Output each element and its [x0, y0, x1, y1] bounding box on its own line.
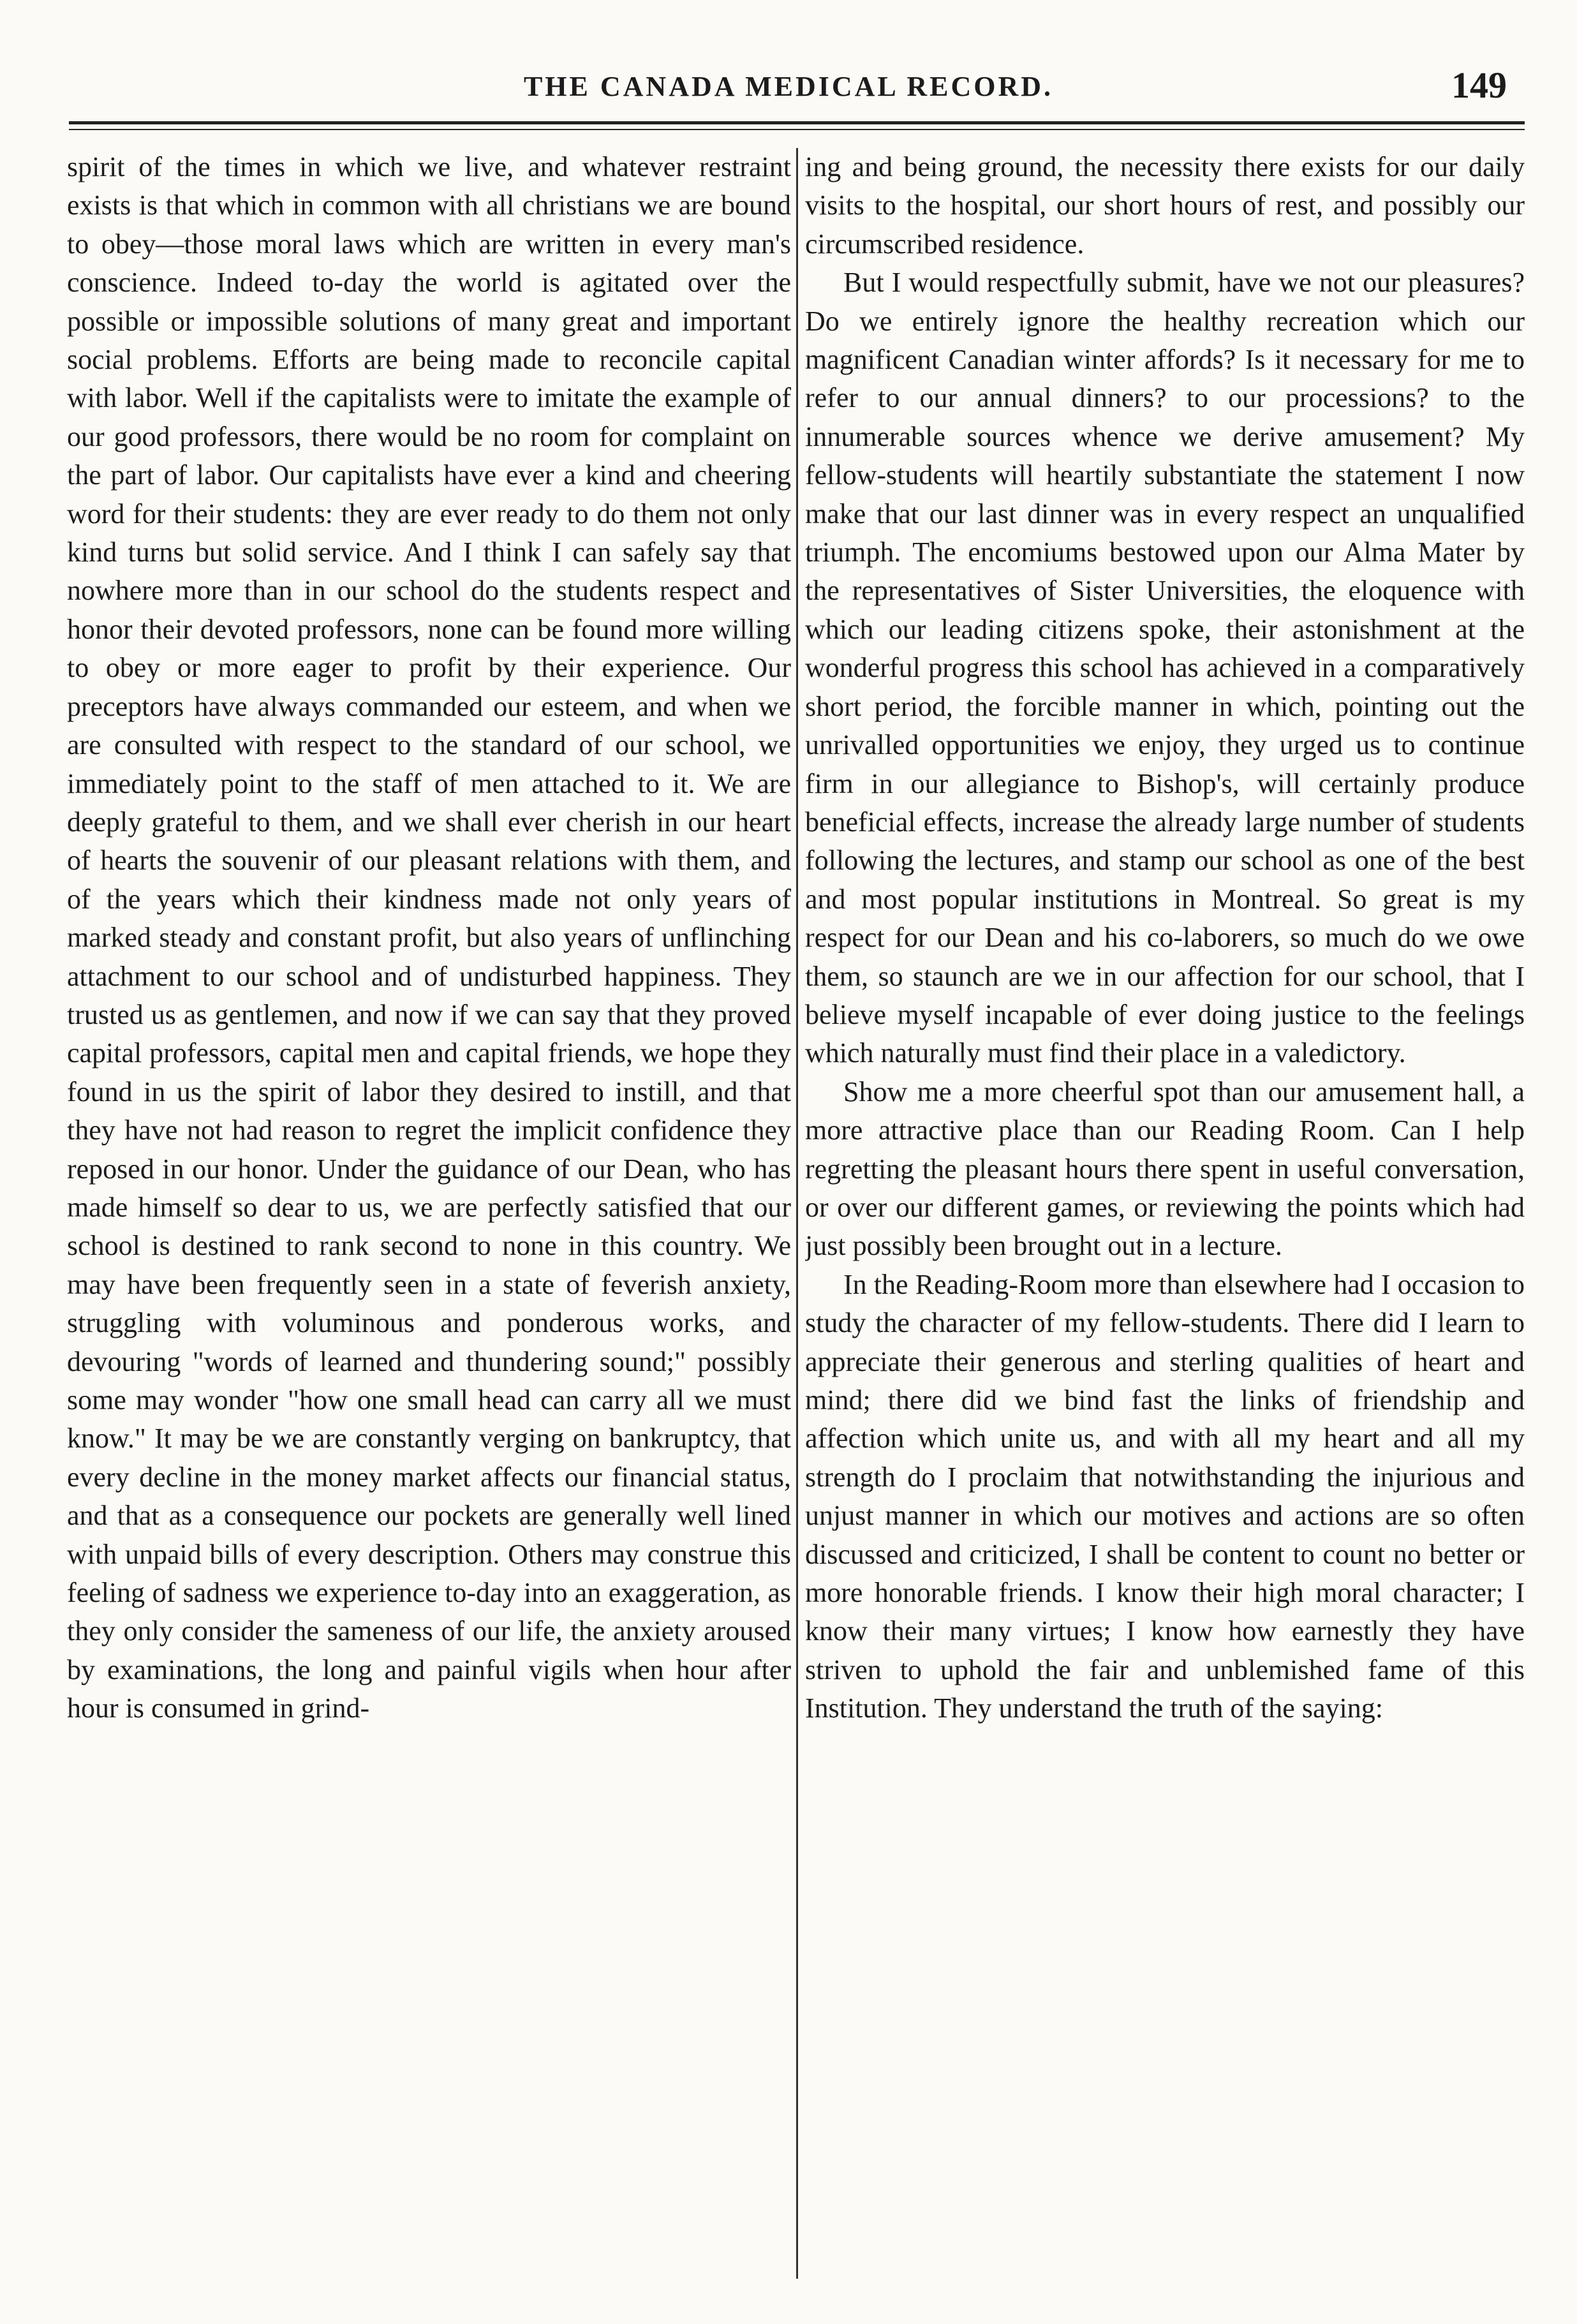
paragraph: In the Reading-Room more than elsewhere had I occasion to study the character of my fellow-students. There did I learn to appreciate their generous and sterling qualities of heart and mind; there did we bind fast the links of friendship and affection which unite us, and with all my heart and all my strength do I proclaim that notwithstanding the injurious and unjust manner in which our motives and actions are so often discussed and criticized, I shall be content to count no better or more honorable friends. I know their high moral character; I know their many virtues; I know how earnestly they have striven to uphold the fair and unblemished fame of this Institution. They understand the truth of the saying: — [805, 1268, 1525, 1724]
journal-title: THE CANADA MEDICAL RECORD. — [523, 71, 1054, 102]
paragraph: But I would respectfully submit, have we not our pleasures? Do we entirely ignore the healthy recreation which our magnificent Canadian winter affords? Is it necessary for me to refer to our annual dinners? to our processions? to the innumerable sources whence we derive amusement? My fellow-students will heartily substantiate the statement I now make that our last dinner was in every respect an unqualified triumph. The encomiums bestowed upon our Alma Mater by the representatives of Sister Universities, the eloquence with which our leading citizens spoke, their astonishment at the wonderful progress this school has achieved in a comparatively short period, the forcible manner in which, pointing out the unrivalled opportunities we enjoy, they urged us to continue firm in our allegiance to Bishop's, will certainly produce beneficial effects, increase the already large number of students following the lectures, and stamp our school as one of the best and most popular institutions in Montreal. So great is my respect for our Dean and his co-laborers, so much do we owe them, so staunch are we in our affection for our school, that I believe myself incapable of ever doing justice to the feelings which naturally must find their place in a valedictory. — [805, 267, 1525, 1069]
right-column — [805, 148, 1525, 2272]
page-number: 149 — [1451, 64, 1507, 106]
header-rule-thick — [69, 121, 1525, 124]
header-rule-thin — [69, 129, 1525, 130]
column-divider — [796, 148, 798, 2279]
paragraph: ing and being ground, the necessity there exists for our daily visits to the hospital, our short hours of rest, and possibly our circumscribed residence. — [805, 151, 1525, 260]
left-column — [67, 148, 791, 2272]
page-header — [0, 57, 1577, 108]
paragraph: Show me a more cheerful spot than our amusement hall, a more attractive place than our Reading Room. Can I help regretting the pleasant hours there spent in useful conversation, or over our different games, or reviewing the points which had just possibly been brought out in a lecture. — [805, 1076, 1525, 1262]
paragraph: spirit of the times in which we live, and whatever restraint exists is that which in common with all christians we are bound to obey—those moral laws which are written in every man's conscience. Indeed to-day the world is agitated over the possible or impossible solutions of many great and important social problems. Efforts are being made to reconcile capital with labor. Well if the capitalists were to imitate the example of our good professors, there would be no room for complaint on the part of labor. Our capitalists have ever a kind and cheering word for their students: they are ever ready to do them not only kind turns but solid service. And I think I can safely say that nowhere more than in our school do the students respect and honor their devoted professors, none can be found more willing to obey or more eager to profit by their experience. Our preceptors have always commanded our esteem, and when we are consulted with respect to the standard of our school, we immediately point to the staff of men attached to it. We are deeply grateful to them, and we shall ever cherish in our heart of hearts the souvenir of our pleasant relations with them, and of the years which their kindness made not only years of marked steady and constant profit, but also years of unflinching attachment to our school and of undisturbed happiness. They trusted us as gentlemen, and now if we can say that they proved capital professors, capital men and capital friends, we hope they found in us the spirit of labor they desired to instill, and that they have not had reason to regret the implicit confidence they reposed in our honor. Under the guidance of our Dean, who has made himself so dear to us, we are perfectly satisfied that our school is destined to rank second to none in this country. We may have been frequently seen in a state of feverish anxiety, struggling with voluminous and ponderous works, and devouring "words of learned and thundering sound;" possibly some may wonder "how one small head can carry all we must know." It may be we are constantly verging on bankruptcy, that every decline in the money market affects our financial status, and that as a consequence our pockets are generally well lined with unpaid bills of every description. Others may construe this feeling of sadness we experience to-day into an exaggeration, as they only consider the sameness of our life, the anxiety aroused by examinations, the long and painful vigils when hour after hour is consumed in grind- — [67, 151, 791, 1724]
